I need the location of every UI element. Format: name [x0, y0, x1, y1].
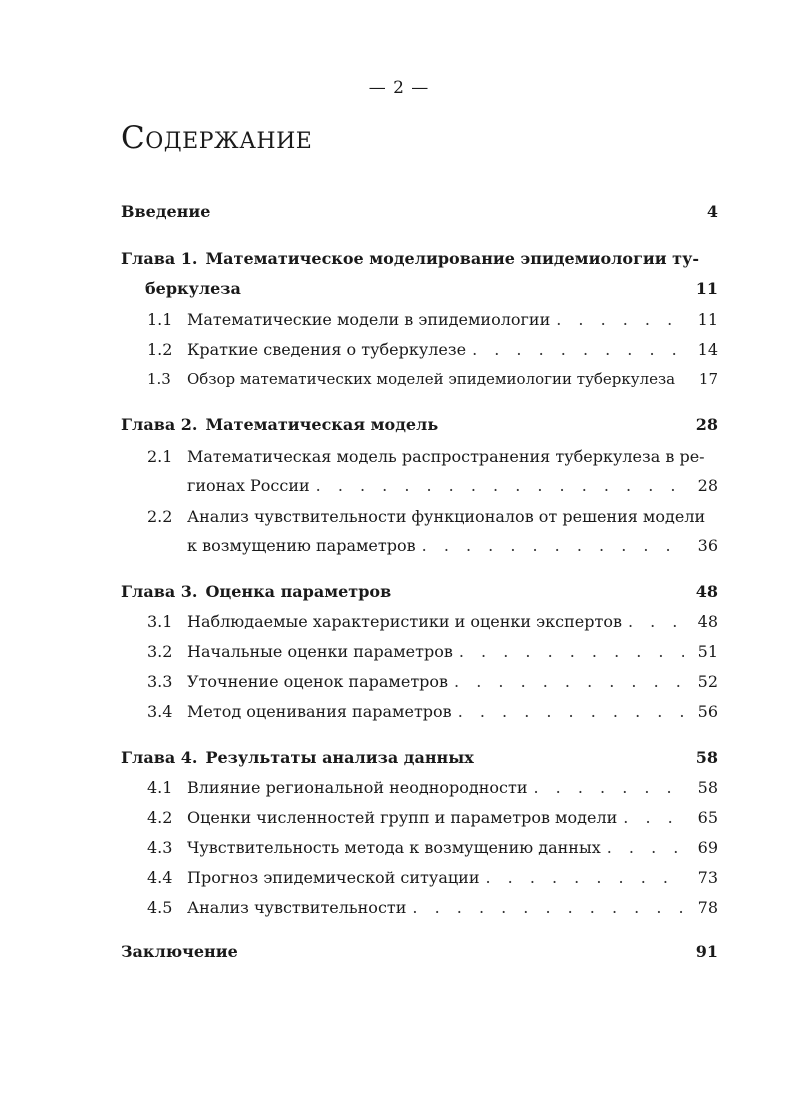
section-title: Влияние региональной неоднородности	[187, 778, 528, 797]
toc-entry-title: Введение	[121, 202, 211, 221]
leader-dots	[454, 672, 684, 691]
toc-page-number: 73	[697, 868, 718, 887]
chapter-title-cont: беркулеза	[145, 279, 241, 298]
section-number: 1.1	[147, 310, 173, 329]
section-title: Прогноз эпидемической ситуации	[187, 868, 480, 887]
toc-page-number: 58	[695, 748, 718, 767]
toc-section-3-4[interactable]	[147, 702, 718, 728]
section-title: Обзор математических моделей эпидемиологии туберкулеза	[187, 370, 676, 388]
leader-dots	[485, 868, 684, 887]
section-number: 3.3	[147, 672, 173, 691]
section-number: 2.2	[147, 507, 173, 526]
chapter-title: Математическое моделирование эпидемиологии ту-	[205, 249, 699, 268]
leader-dots	[412, 898, 684, 917]
section-title: Чувствительность метода к возмущению данных	[187, 838, 601, 857]
toc-section-4-4[interactable]	[147, 868, 718, 894]
chapter-label: Глава 2.	[121, 415, 198, 434]
toc-section-1-1[interactable]	[147, 310, 718, 336]
page-number: — 2 —	[368, 78, 430, 98]
section-number: 3.4	[147, 702, 173, 721]
toc-page-number: 28	[695, 415, 718, 434]
section-title: Начальные оценки параметров	[187, 642, 453, 661]
section-title: Анализ чувствительности функционалов от решения модели	[187, 507, 706, 526]
toc-chapter-1-cont[interactable]	[145, 279, 718, 305]
leader-dots	[534, 778, 685, 797]
section-title-cont: к возмущению параметров	[187, 536, 416, 555]
leader-dots	[316, 476, 684, 495]
toc-page-number: 51	[697, 642, 718, 661]
toc-page-number: 48	[695, 582, 718, 601]
toc-section-4-3[interactable]	[147, 838, 718, 864]
toc-entry-intro[interactable]	[121, 202, 718, 228]
toc-section-2-2-cont[interactable]	[187, 536, 718, 562]
leader-dots	[458, 702, 684, 721]
section-title: Краткие сведения о туберкулезе	[187, 340, 467, 359]
toc-section-2-1-cont[interactable]	[187, 476, 718, 502]
leader-dots	[607, 838, 684, 857]
section-number: 3.2	[147, 642, 173, 661]
toc-section-3-1[interactable]	[147, 612, 718, 638]
section-title: Математические модели в эпидемиологии	[187, 310, 551, 329]
toc-page-number: 91	[695, 942, 718, 961]
leader-dots	[459, 642, 684, 661]
section-title: Анализ чувствительности	[187, 898, 407, 917]
section-number: 4.3	[147, 838, 173, 857]
toc-section-4-5[interactable]	[147, 898, 718, 924]
chapter-title: Результаты анализа данных	[205, 748, 474, 767]
chapter-title: Оценка параметров	[205, 582, 392, 601]
section-number: 1.3	[147, 370, 171, 388]
section-number: 4.5	[147, 898, 173, 917]
section-title-cont: гионах России	[187, 476, 310, 495]
section-number: 4.4	[147, 868, 173, 887]
toc-entry-conclusion[interactable]	[121, 942, 718, 968]
toc-page-number: 11	[697, 310, 718, 329]
toc-section-2-2[interactable]	[147, 507, 718, 533]
toc-section-3-3[interactable]	[147, 672, 718, 698]
section-title: Уточнение оценок параметров	[187, 672, 449, 691]
toc-entry-title: Заключение	[121, 942, 238, 961]
section-title: Оценки численностей групп и параметров модели	[187, 808, 618, 827]
toc-page-number: 48	[697, 612, 718, 631]
leader-dots	[628, 612, 684, 631]
toc-section-3-2[interactable]	[147, 642, 718, 668]
toc-section-4-1[interactable]	[147, 778, 718, 804]
leader-dots	[556, 310, 684, 329]
toc-page-number: 65	[697, 808, 718, 827]
toc-page-number: 52	[697, 672, 718, 691]
toc-section-2-1[interactable]	[147, 447, 718, 473]
toc-section-1-3[interactable]	[147, 370, 718, 396]
section-title: Метод оценивания параметров	[187, 702, 452, 721]
leader-dots	[623, 808, 684, 827]
toc-page-number: 69	[697, 838, 718, 857]
section-number: 1.2	[147, 340, 173, 359]
leader-dots	[422, 536, 684, 555]
toc-page-number: 17	[698, 370, 718, 388]
toc-chapter-4[interactable]	[121, 748, 718, 774]
toc-page-number: 11	[695, 279, 718, 298]
toc-page-number: 36	[697, 536, 718, 555]
section-title: Математическая модель распространения туберкулеза в ре-	[187, 447, 705, 466]
toc-page-number: 28	[697, 476, 718, 495]
section-number: 4.2	[147, 808, 173, 827]
toc-page-number: 58	[697, 778, 718, 797]
toc-chapter-3[interactable]	[121, 582, 718, 608]
toc-page-number: 78	[697, 898, 718, 917]
section-title: Наблюдаемые характеристики и оценки экспертов	[187, 612, 622, 631]
section-number: 3.1	[147, 612, 173, 631]
chapter-label: Глава 4.	[121, 748, 198, 767]
chapter-label: Глава 1.	[121, 249, 198, 268]
section-number: 4.1	[147, 778, 173, 797]
leader-dots	[472, 340, 684, 359]
toc-chapter-2[interactable]	[121, 415, 718, 441]
toc-page-number: 14	[697, 340, 718, 359]
section-number: 2.1	[147, 447, 173, 466]
toc-chapter-1[interactable]	[121, 249, 718, 275]
toc-section-4-2[interactable]	[147, 808, 718, 834]
chapter-title: Математическая модель	[205, 415, 439, 434]
toc-page-number: 4	[706, 202, 718, 221]
toc-section-1-2[interactable]	[147, 340, 718, 366]
toc-page-number: 56	[697, 702, 718, 721]
chapter-label: Глава 3.	[121, 582, 198, 601]
page-title: Содержание	[121, 120, 313, 156]
